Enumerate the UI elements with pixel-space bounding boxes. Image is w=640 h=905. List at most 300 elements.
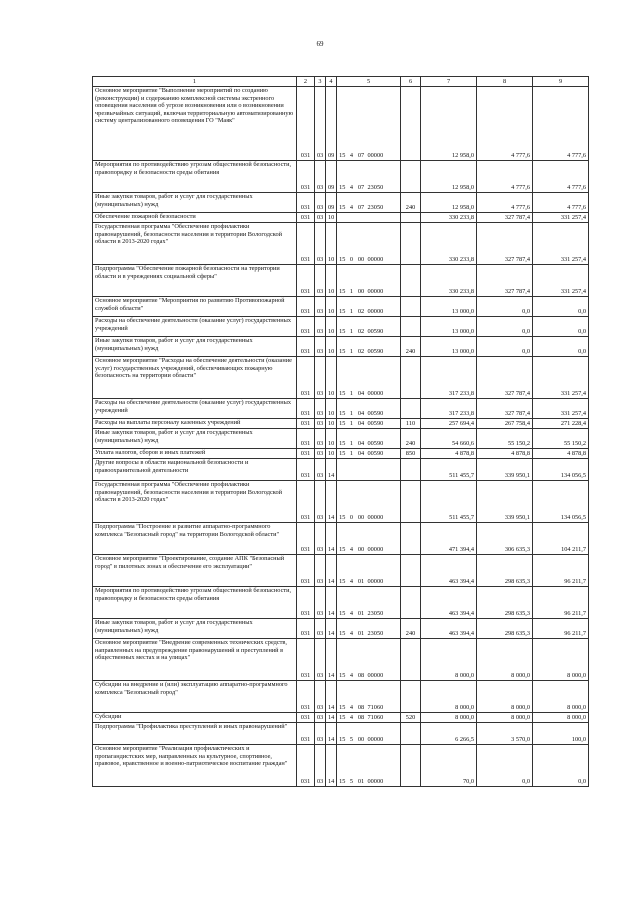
code-subsection: 10 — [326, 265, 337, 297]
code-program: 15 — [337, 745, 348, 787]
code-subsection: 10 — [326, 357, 337, 399]
value-col7: 13 000,0 — [421, 297, 477, 317]
value-col9: 8 000,0 — [533, 639, 589, 681]
code-program: 15 — [337, 357, 348, 399]
page-number: 69 — [316, 40, 324, 48]
code-expense-type — [401, 555, 421, 587]
table-row — [93, 429, 589, 449]
code-program: 15 — [337, 619, 348, 639]
value-col9: 4 878,8 — [533, 449, 589, 459]
code-measure: 08 — [356, 713, 367, 723]
value-col8: 327 787,4 — [477, 223, 533, 265]
row-description: Уплата налогов, сборов и иных платежей — [93, 449, 297, 459]
code-expense-type: 850 — [401, 449, 421, 459]
code-section: 03 — [315, 337, 326, 357]
code-program: 15 — [337, 419, 348, 429]
code-subsection: 14 — [326, 745, 337, 787]
code-program: 15 — [337, 317, 348, 337]
value-col8: 267 758,4 — [477, 419, 533, 429]
value-col7: 257 694,4 — [421, 419, 477, 429]
value-col7: 8 000,0 — [421, 681, 477, 713]
value-col7: 12 958,0 — [421, 161, 477, 193]
table-row — [93, 459, 589, 481]
code-program: 15 — [337, 713, 348, 723]
code-program: 15 — [337, 265, 348, 297]
code-subsection: 14 — [326, 481, 337, 523]
code-program: 15 — [337, 161, 348, 193]
code-section: 03 — [315, 639, 326, 681]
code-subprogram: 1 — [348, 265, 356, 297]
code-subprogram: 4 — [348, 161, 356, 193]
code-section: 03 — [315, 523, 326, 555]
code-section: 03 — [315, 713, 326, 723]
code-program: 15 — [337, 481, 348, 523]
code-subsection: 09 — [326, 161, 337, 193]
code-subsection: 10 — [326, 317, 337, 337]
code-direction: 00590 — [367, 449, 401, 459]
value-col9: 0,0 — [533, 745, 589, 787]
code-expense-type: 240 — [401, 429, 421, 449]
table-row — [93, 523, 589, 555]
code-measure: 04 — [356, 399, 367, 419]
code-measure: 04 — [356, 449, 367, 459]
value-col9: 96 211,7 — [533, 587, 589, 619]
value-col9: 331 257,4 — [533, 223, 589, 265]
code-ministry: 031 — [297, 723, 315, 745]
value-col7: 330 233,8 — [421, 213, 477, 223]
code-section: 03 — [315, 357, 326, 399]
code-ministry: 031 — [297, 223, 315, 265]
code-expense-type — [401, 213, 421, 223]
code-program: 15 — [337, 639, 348, 681]
code-section: 03 — [315, 419, 326, 429]
table-row — [93, 297, 589, 317]
code-direction: 23050 — [367, 587, 401, 619]
table-row — [93, 419, 589, 429]
code-subprogram: 1 — [348, 419, 356, 429]
code-program: 15 — [337, 449, 348, 459]
code-ministry: 031 — [297, 419, 315, 429]
code-program: 15 — [337, 337, 348, 357]
value-col8: 3 570,0 — [477, 723, 533, 745]
code-expense-type — [401, 399, 421, 419]
code-subsection: 14 — [326, 523, 337, 555]
value-col9: 331 257,4 — [533, 399, 589, 419]
code-subsection: 10 — [326, 429, 337, 449]
code-direction: 00000 — [367, 223, 401, 265]
value-col9: 4 777,6 — [533, 161, 589, 193]
header-row — [93, 77, 589, 87]
value-col8: 327 787,4 — [477, 357, 533, 399]
value-col7: 330 233,8 — [421, 265, 477, 297]
row-description: Субсидии — [93, 713, 297, 723]
value-col7: 13 000,0 — [421, 317, 477, 337]
code-measure: 00 — [356, 223, 367, 265]
code-subprogram: 4 — [348, 87, 356, 161]
row-description: Подпрограмма "Профилактика преступлений и иных правонарушений" — [93, 723, 297, 745]
code-ministry: 031 — [297, 193, 315, 213]
value-col9: 8 000,0 — [533, 713, 589, 723]
code-subprogram: 1 — [348, 297, 356, 317]
row-description: Основное мероприятие "Проектирование, создание АПК "Безопасный город" в пилотных зонах и обеспечение его эксплуатации" — [93, 555, 297, 587]
value-col7: 463 394,4 — [421, 619, 477, 639]
value-col8: 0,0 — [477, 745, 533, 787]
row-description: Мероприятия по противодействию угрозам общественной безопасности, правопорядку и безопасности среды обитания — [93, 587, 297, 619]
value-col8: 4 777,6 — [477, 87, 533, 161]
code-section: 03 — [315, 619, 326, 639]
code-ministry: 031 — [297, 745, 315, 787]
code-subprogram: 1 — [348, 357, 356, 399]
code-ministry: 031 — [297, 337, 315, 357]
row-description: Иные закупки товаров, работ и услуг для государственных (муниципальных) нужд — [93, 619, 297, 639]
code-subsection: 10 — [326, 213, 337, 223]
value-col8: 0,0 — [477, 317, 533, 337]
value-col9: 0,0 — [533, 297, 589, 317]
code-subprogram: 0 — [348, 481, 356, 523]
code-section: 03 — [315, 429, 326, 449]
code-expense-type — [401, 223, 421, 265]
row-description: Расходы на обеспечение деятельности (оказание услуг) государственных учреждений — [93, 317, 297, 337]
code-subsection: 14 — [326, 459, 337, 481]
code-subsection: 14 — [326, 681, 337, 713]
code-section: 03 — [315, 297, 326, 317]
value-col9: 4 777,6 — [533, 87, 589, 161]
code-measure: 02 — [356, 297, 367, 317]
code-subprogram: 1 — [348, 337, 356, 357]
code-section: 03 — [315, 481, 326, 523]
row-description: Подпрограмма "Обеспечение пожарной безопасности на территории области и в учреждениях социальной сферы" — [93, 265, 297, 297]
code-subsection: 14 — [326, 619, 337, 639]
code-expense-type: 110 — [401, 419, 421, 429]
code-ministry: 031 — [297, 87, 315, 161]
header-cell: 3 — [315, 77, 326, 87]
code-expense-type: 520 — [401, 713, 421, 723]
value-col8: 327 787,4 — [477, 213, 533, 223]
table-row — [93, 745, 589, 787]
code-subprogram: 1 — [348, 429, 356, 449]
header-cell: 1 — [93, 77, 297, 87]
code-measure — [356, 459, 367, 481]
code-section: 03 — [315, 449, 326, 459]
code-measure: 07 — [356, 161, 367, 193]
code-direction: 00590 — [367, 399, 401, 419]
code-program: 15 — [337, 723, 348, 745]
code-section: 03 — [315, 161, 326, 193]
table-row — [93, 213, 589, 223]
row-description: Подпрограмма "Построение и развитие аппаратно-программного комплекса "Безопасный город" на территории Вологодской области" — [93, 523, 297, 555]
table-row — [93, 555, 589, 587]
value-col7: 511 455,7 — [421, 481, 477, 523]
code-ministry: 031 — [297, 213, 315, 223]
code-subsection: 09 — [326, 87, 337, 161]
code-expense-type — [401, 523, 421, 555]
code-subprogram — [348, 459, 356, 481]
code-ministry: 031 — [297, 681, 315, 713]
code-subprogram: 1 — [348, 449, 356, 459]
value-col8: 8 000,0 — [477, 681, 533, 713]
table-row — [93, 619, 589, 639]
code-subprogram: 5 — [348, 723, 356, 745]
value-col8: 0,0 — [477, 337, 533, 357]
code-measure: 02 — [356, 337, 367, 357]
value-col8: 55 150,2 — [477, 429, 533, 449]
code-expense-type — [401, 723, 421, 745]
code-expense-type — [401, 357, 421, 399]
code-subsection: 10 — [326, 223, 337, 265]
value-col7: 317 233,8 — [421, 357, 477, 399]
code-ministry: 031 — [297, 481, 315, 523]
table-row — [93, 357, 589, 399]
row-description: Основное мероприятие "Реализация профилактических и пропагандистских мер, направленных на культурное, спортивное, правовое, нравственное и военно-патриотическое воспитание граждан" — [93, 745, 297, 787]
code-measure: 00 — [356, 481, 367, 523]
code-direction: 00000 — [367, 639, 401, 681]
value-col7: 511 455,7 — [421, 459, 477, 481]
code-expense-type: 240 — [401, 193, 421, 213]
value-col7: 463 394,4 — [421, 587, 477, 619]
header-cell: 4 — [326, 77, 337, 87]
table-row — [93, 587, 589, 619]
value-col7: 54 660,6 — [421, 429, 477, 449]
code-ministry: 031 — [297, 523, 315, 555]
code-expense-type: 240 — [401, 337, 421, 357]
code-subprogram: 4 — [348, 587, 356, 619]
header-cell: 7 — [421, 77, 477, 87]
code-ministry: 031 — [297, 429, 315, 449]
code-measure — [356, 213, 367, 223]
code-ministry: 031 — [297, 713, 315, 723]
row-description: Государственная программа "Обеспечение профилактики правонарушений, безопасности населения и территории Вологодской области в 2013-2020 годах" — [93, 481, 297, 523]
code-section: 03 — [315, 555, 326, 587]
row-description: Субсидии на внедрение и (или) эксплуатацию аппаратно-программного комплекса "Безопасный город" — [93, 681, 297, 713]
code-section: 03 — [315, 681, 326, 713]
value-col9: 331 257,4 — [533, 265, 589, 297]
code-subsection: 10 — [326, 337, 337, 357]
row-description: Мероприятия по противодействию угрозам общественной безопасности, правопорядку и безопасности среды обитания — [93, 161, 297, 193]
code-program: 15 — [337, 555, 348, 587]
code-direction: 23050 — [367, 193, 401, 213]
code-direction: 23050 — [367, 161, 401, 193]
code-direction: 00000 — [367, 357, 401, 399]
value-col8: 4 878,8 — [477, 449, 533, 459]
value-col7: 8 000,0 — [421, 713, 477, 723]
code-program: 15 — [337, 587, 348, 619]
value-col7: 463 394,4 — [421, 555, 477, 587]
row-description: Государственная программа "Обеспечение профилактики правонарушений, безопасности населения и территории Вологодской области в 2013-2020 годах" — [93, 223, 297, 265]
table-row — [93, 223, 589, 265]
code-subprogram: 1 — [348, 317, 356, 337]
code-section: 03 — [315, 587, 326, 619]
value-col8: 306 635,3 — [477, 523, 533, 555]
value-col9: 55 150,2 — [533, 429, 589, 449]
code-direction: 00590 — [367, 337, 401, 357]
code-section: 03 — [315, 723, 326, 745]
value-col7: 13 000,0 — [421, 337, 477, 357]
code-expense-type — [401, 161, 421, 193]
code-subsection: 10 — [326, 297, 337, 317]
code-ministry: 031 — [297, 639, 315, 681]
header-cell: 2 — [297, 77, 315, 87]
code-expense-type: 240 — [401, 619, 421, 639]
code-ministry: 031 — [297, 449, 315, 459]
value-col8: 339 950,1 — [477, 459, 533, 481]
code-ministry: 031 — [297, 317, 315, 337]
code-program: 15 — [337, 399, 348, 419]
code-subsection: 09 — [326, 193, 337, 213]
code-direction: 71060 — [367, 681, 401, 713]
value-col7: 317 233,8 — [421, 399, 477, 419]
code-section: 03 — [315, 213, 326, 223]
value-col8: 8 000,0 — [477, 713, 533, 723]
code-expense-type — [401, 745, 421, 787]
code-subprogram: 4 — [348, 523, 356, 555]
code-ministry: 031 — [297, 265, 315, 297]
row-description: Иные закупки товаров, работ и услуг для государственных (муниципальных) нужд — [93, 429, 297, 449]
code-subprogram: 1 — [348, 399, 356, 419]
code-program: 15 — [337, 193, 348, 213]
code-subprogram — [348, 213, 356, 223]
table-row — [93, 399, 589, 419]
value-col8: 298 635,3 — [477, 587, 533, 619]
code-measure: 02 — [356, 317, 367, 337]
table-row — [93, 449, 589, 459]
code-expense-type — [401, 297, 421, 317]
code-direction: 00000 — [367, 297, 401, 317]
value-col9: 104 211,7 — [533, 523, 589, 555]
code-direction: 71060 — [367, 713, 401, 723]
code-program: 15 — [337, 523, 348, 555]
table-row — [93, 723, 589, 745]
value-col9: 100,0 — [533, 723, 589, 745]
value-col9: 331 257,4 — [533, 357, 589, 399]
code-measure: 08 — [356, 639, 367, 681]
code-section: 03 — [315, 459, 326, 481]
code-section: 03 — [315, 265, 326, 297]
code-program: 15 — [337, 429, 348, 449]
value-col8: 298 635,3 — [477, 619, 533, 639]
code-direction — [367, 459, 401, 481]
code-subprogram: 4 — [348, 713, 356, 723]
header-cell: 8 — [477, 77, 533, 87]
code-direction: 00000 — [367, 87, 401, 161]
value-col7: 330 233,8 — [421, 223, 477, 265]
code-expense-type — [401, 681, 421, 713]
code-program: 15 — [337, 87, 348, 161]
code-ministry: 031 — [297, 297, 315, 317]
code-subprogram: 4 — [348, 681, 356, 713]
code-direction: 00590 — [367, 317, 401, 337]
code-subprogram: 0 — [348, 223, 356, 265]
value-col8: 298 635,3 — [477, 555, 533, 587]
value-col7: 4 878,8 — [421, 449, 477, 459]
value-col7: 12 958,0 — [421, 87, 477, 161]
code-measure: 01 — [356, 555, 367, 587]
code-subsection: 14 — [326, 587, 337, 619]
value-col8: 339 950,1 — [477, 481, 533, 523]
row-description: Обеспечение пожарной безопасности — [93, 213, 297, 223]
row-description: Расходы на выплаты персоналу казенных учреждений — [93, 419, 297, 429]
value-col9: 271 228,4 — [533, 419, 589, 429]
value-col7: 471 394,4 — [421, 523, 477, 555]
code-measure: 01 — [356, 745, 367, 787]
value-col9: 134 056,5 — [533, 481, 589, 523]
row-description: Расходы на обеспечение деятельности (оказание услуг) государственных учреждений — [93, 399, 297, 419]
table-row — [93, 713, 589, 723]
code-program — [337, 459, 348, 481]
budget-table — [92, 76, 589, 787]
value-col8: 327 787,4 — [477, 399, 533, 419]
value-col8: 4 777,6 — [477, 161, 533, 193]
code-expense-type — [401, 587, 421, 619]
table-row — [93, 639, 589, 681]
code-expense-type — [401, 317, 421, 337]
row-description: Иные закупки товаров, работ и услуг для государственных (муниципальных) нужд — [93, 337, 297, 357]
table-row — [93, 87, 589, 161]
row-description: Основное мероприятие "Внедрение современных технических средств, направленных на предупреждение правонарушений и преступлений в общественных местах и на улицах" — [93, 639, 297, 681]
code-subsection: 14 — [326, 723, 337, 745]
value-col8: 0,0 — [477, 297, 533, 317]
table-row — [93, 337, 589, 357]
code-direction: 00000 — [367, 745, 401, 787]
code-program — [337, 213, 348, 223]
code-subsection: 14 — [326, 713, 337, 723]
code-measure: 04 — [356, 419, 367, 429]
code-ministry: 031 — [297, 459, 315, 481]
table-row — [93, 317, 589, 337]
row-description: Другие вопросы в области национальной безопасности и правоохранительной деятельности — [93, 459, 297, 481]
table-row — [93, 481, 589, 523]
code-program: 15 — [337, 223, 348, 265]
code-ministry: 031 — [297, 161, 315, 193]
code-subsection: 14 — [326, 555, 337, 587]
value-col7: 8 000,0 — [421, 639, 477, 681]
code-ministry: 031 — [297, 357, 315, 399]
table-row — [93, 265, 589, 297]
code-measure: 04 — [356, 357, 367, 399]
code-expense-type — [401, 481, 421, 523]
code-subsection: 10 — [326, 399, 337, 419]
code-section: 03 — [315, 223, 326, 265]
value-col7: 6 266,5 — [421, 723, 477, 745]
code-expense-type — [401, 459, 421, 481]
code-direction — [367, 213, 401, 223]
code-direction: 00590 — [367, 419, 401, 429]
row-description: Основное мероприятие "Мероприятия по развитию Противопожарной службой области" — [93, 297, 297, 317]
table-row — [93, 681, 589, 713]
code-subprogram: 4 — [348, 555, 356, 587]
value-col7: 70,0 — [421, 745, 477, 787]
value-col8: 4 777,6 — [477, 193, 533, 213]
header-cell: 5 — [337, 77, 401, 87]
code-direction: 00000 — [367, 723, 401, 745]
code-ministry: 031 — [297, 587, 315, 619]
code-measure: 04 — [356, 429, 367, 449]
code-direction: 00000 — [367, 555, 401, 587]
code-program: 15 — [337, 681, 348, 713]
row-description: Основное мероприятие "Выполнение мероприятий по созданию (реконструкции) и содержанию комплексной системы экстренного оповещения населения об угрозе возникновения или о возникновении чрезвычайных ситуаций, включая территориальную автоматизированную систему централизованного оповещения ГО "Маяк" — [93, 87, 297, 161]
code-ministry: 031 — [297, 399, 315, 419]
code-section: 03 — [315, 193, 326, 213]
code-measure: 07 — [356, 87, 367, 161]
code-subsection: 14 — [326, 639, 337, 681]
code-subprogram: 5 — [348, 745, 356, 787]
header-cell: 9 — [533, 77, 589, 87]
value-col9: 0,0 — [533, 337, 589, 357]
value-col9: 96 211,7 — [533, 619, 589, 639]
code-direction: 23050 — [367, 619, 401, 639]
code-measure: 01 — [356, 587, 367, 619]
code-section: 03 — [315, 399, 326, 419]
code-subprogram: 4 — [348, 639, 356, 681]
